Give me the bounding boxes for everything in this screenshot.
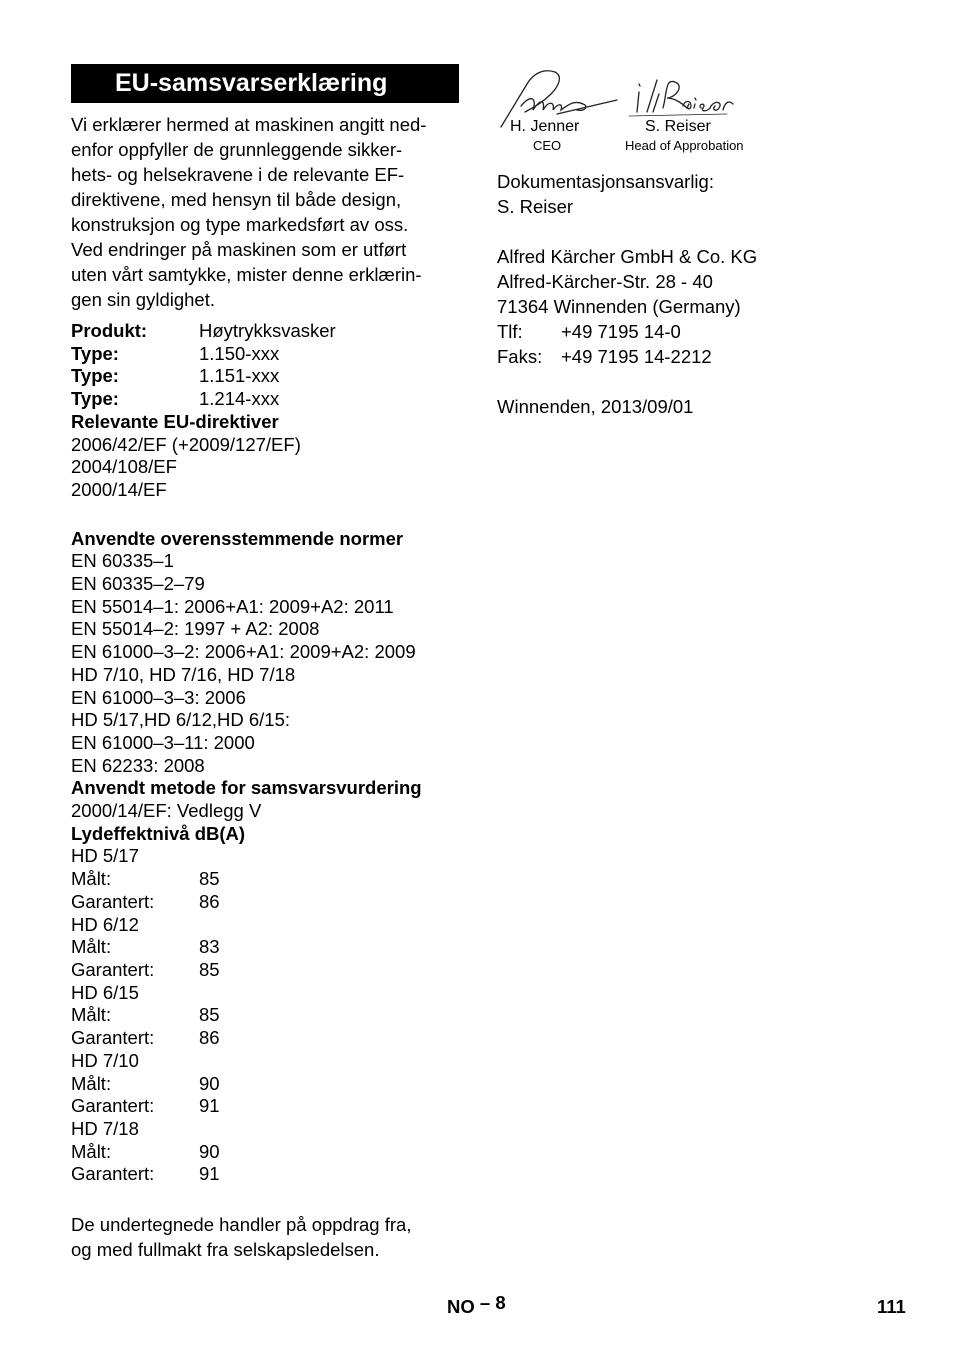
- phone-value: +49 7195 14-0: [561, 321, 681, 342]
- guaranteed-label: Garantert:: [71, 958, 155, 980]
- type-value: 1.150-xxx: [199, 342, 280, 364]
- left-column: [71, 64, 459, 1262]
- norm-item: EN 61000–3–2: 2006+A1: 2009+A2: 2009: [71, 641, 416, 663]
- method-heading: Anvendt metode for samsvarsvurdering: [71, 777, 422, 799]
- sound-heading: Lydeffektnivå dB(A): [71, 822, 246, 844]
- sound-model-name: HD 7/18: [71, 1117, 139, 1139]
- signatory-name: H. Jenner: [510, 118, 580, 135]
- directive-item: 2006/42/EF (+2009/127/EF): [71, 433, 301, 455]
- signatory-name: S. Reiser: [645, 118, 711, 135]
- measured-label: Målt:: [71, 1140, 112, 1162]
- directive-item: 2004/108/EF: [71, 456, 177, 478]
- guaranteed-value: 86: [199, 890, 220, 912]
- company-street: Alfred-Kärcher-Str. 28 - 40: [497, 271, 713, 292]
- type-value: 1.214-xxx: [199, 388, 280, 410]
- sound-model-name: HD 6/15: [71, 981, 139, 1003]
- product-block: [71, 320, 459, 1186]
- phone-row: [497, 319, 897, 344]
- measured-label: Målt:: [71, 1004, 112, 1026]
- measured-value: 85: [199, 868, 220, 890]
- sound-guaranteed-row: [71, 1163, 459, 1186]
- type-value: 1.151-xxx: [199, 365, 280, 387]
- guaranteed-label: Garantert:: [71, 1095, 155, 1117]
- footer-section: – 8: [479, 1292, 506, 1313]
- doc-responsible-label: Dokumentasjonsansvarlig:: [497, 171, 714, 192]
- sound-model-name: HD 5/17: [71, 845, 139, 867]
- company-city: 71364 Winnenden (Germany): [497, 296, 741, 317]
- place-date: Winnenden, 2013/09/01: [497, 396, 694, 417]
- norm-item: EN 55014–1: 2006+A1: 2009+A2: 2011: [71, 595, 394, 617]
- signatory-role: Head of Approbation: [625, 138, 744, 153]
- norm-item: EN 60335–1: [71, 550, 174, 572]
- guaranteed-value: 85: [199, 958, 220, 980]
- norm-item: EN 61000–3–11: 2000: [71, 731, 255, 753]
- sound-guaranteed-row: [71, 891, 459, 914]
- method-value: 2000/14/EF: Vedlegg V: [71, 800, 262, 822]
- guaranteed-label: Garantert:: [71, 1163, 155, 1185]
- intro-line: gen sin gyldighet.: [71, 289, 215, 310]
- product-value: Høytrykksvasker: [199, 320, 336, 341]
- type-label: Type:: [71, 365, 119, 387]
- page-number: 111: [877, 1296, 906, 1317]
- sound-model-name: HD 7/10: [71, 1049, 139, 1071]
- intro-line: hets- og helsekravene i de relevante EF-: [71, 164, 405, 185]
- fax-label: Faks:: [497, 346, 543, 367]
- norm-item: HD 5/17,HD 6/12,HD 6/15:: [71, 709, 291, 731]
- measured-label: Målt:: [71, 868, 112, 890]
- intro-line: konstruksjon og type markedsført av oss.: [71, 214, 409, 235]
- intro-line: direktivene, med hensyn til både design,: [71, 189, 402, 210]
- sound-model-name: HD 6/12: [71, 913, 139, 935]
- sound-guaranteed-row: [71, 1095, 459, 1118]
- signature-area: [497, 64, 897, 164]
- norms-heading: Anvendte overensstemmende normer: [71, 527, 404, 549]
- guaranteed-value: 86: [199, 1027, 220, 1049]
- measured-label: Målt:: [71, 1072, 112, 1094]
- type-row: [71, 388, 459, 411]
- fax-row: [497, 344, 897, 369]
- directives-heading: Relevante EU-direktiver: [71, 410, 279, 432]
- intro-paragraph: [71, 112, 459, 312]
- guaranteed-value: 91: [199, 1095, 220, 1117]
- type-row: [71, 365, 459, 388]
- directive-item: 2000/14/EF: [71, 478, 167, 500]
- fax-value: +49 7195 14-2212: [561, 346, 712, 367]
- contact-block: [497, 169, 897, 419]
- product-label: Produkt:: [71, 320, 148, 341]
- sound-measured-row: [71, 1073, 459, 1096]
- guaranteed-label: Garantert:: [71, 890, 155, 912]
- guaranteed-label: Garantert:: [71, 1027, 155, 1049]
- measured-value: 90: [199, 1140, 220, 1162]
- company-name: Alfred Kärcher GmbH & Co. KG: [497, 246, 758, 267]
- intro-line: Ved endringer på maskinen som er utført: [71, 239, 407, 260]
- intro-line: uten vårt samtykke, mister denne erklærin-: [71, 264, 422, 285]
- right-column: [497, 64, 897, 419]
- sound-measured-row: [71, 1141, 459, 1164]
- signature-line: [629, 114, 727, 116]
- intro-line: enfor oppfyller de grunnleggende sikker-: [71, 139, 403, 160]
- product-row: [71, 320, 459, 343]
- type-label: Type:: [71, 388, 119, 410]
- signatory-role: CEO: [533, 138, 562, 153]
- intro-line: Vi erklærer hermed at maskinen angitt ned-: [71, 114, 427, 135]
- sound-guaranteed-row: [71, 1027, 459, 1050]
- type-row: [71, 343, 459, 366]
- footer-lang: NO: [447, 1296, 475, 1317]
- measured-value: 90: [199, 1072, 220, 1094]
- norm-item: EN 61000–3–3: 2006: [71, 686, 246, 708]
- measured-value: 85: [199, 1004, 220, 1026]
- guaranteed-value: 91: [199, 1163, 220, 1185]
- measured-label: Målt:: [71, 936, 112, 958]
- measured-value: 83: [199, 936, 220, 958]
- norm-item: EN 62233: 2008: [71, 754, 205, 776]
- norm-item: EN 55014–2: 1997 + A2: 2008: [71, 618, 320, 640]
- sound-measured-row: [71, 936, 459, 959]
- signed-note-line: og med fullmakt fra selskapsledelsen.: [71, 1239, 380, 1261]
- sound-guaranteed-row: [71, 959, 459, 982]
- sound-measured-row: [71, 868, 459, 891]
- doc-responsible-name: S. Reiser: [497, 196, 574, 217]
- signature-reiser: [637, 80, 733, 112]
- page-title: EU-samsvarserklæring: [71, 64, 459, 103]
- norm-item: EN 60335–2–79: [71, 573, 205, 595]
- signed-note-line: De undertegnede handler på oppdrag fra,: [71, 1214, 412, 1236]
- type-label: Type:: [71, 342, 119, 364]
- sound-measured-row: [71, 1004, 459, 1027]
- footer-section-label: [447, 1292, 506, 1318]
- phone-label: Tlf:: [497, 321, 523, 342]
- norm-item: HD 7/10, HD 7/16, HD 7/18: [71, 663, 296, 685]
- signed-note: [71, 1212, 459, 1262]
